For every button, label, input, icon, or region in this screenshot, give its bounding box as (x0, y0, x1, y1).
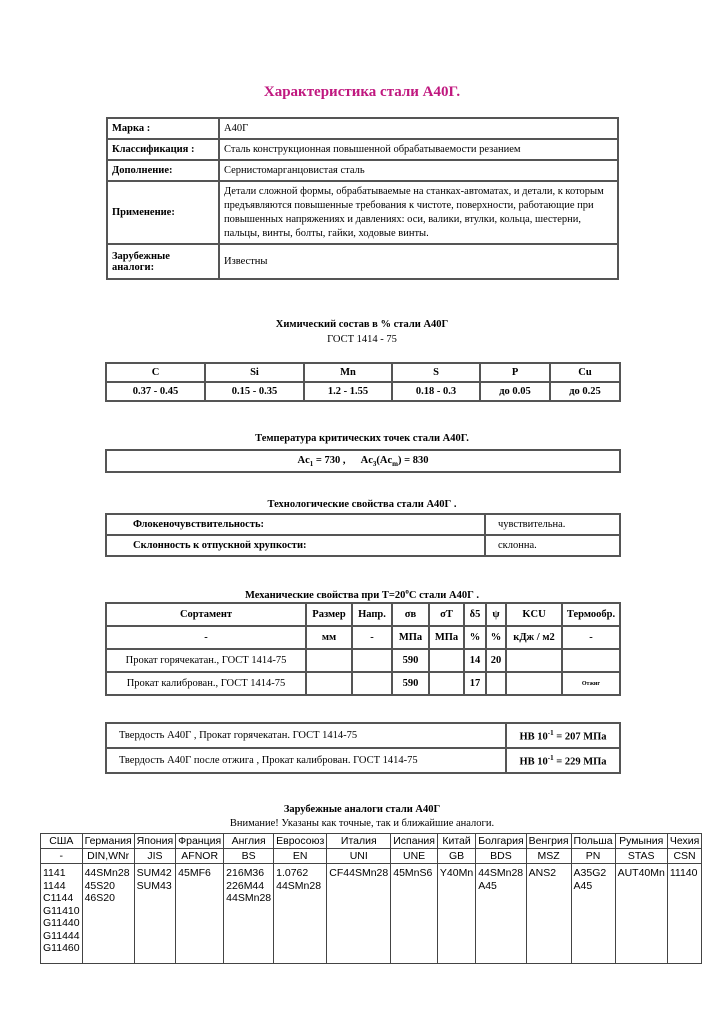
ac3-sub2: m (392, 460, 398, 469)
analog-country: Франция (176, 834, 224, 849)
mech-unit-row (106, 626, 620, 649)
info-label: Классификация : (107, 139, 219, 160)
mech-header: Термообр. (562, 603, 620, 626)
analog-grades: 216M36 226M44 44SMn28 (224, 864, 274, 964)
mech-cell (352, 672, 392, 695)
info-row (107, 118, 618, 139)
chem-value: 0.37 - 0.45 (106, 382, 205, 401)
mech-cell (506, 649, 562, 672)
ac1-label: Ac (297, 455, 310, 466)
mech-cell (352, 649, 392, 672)
ac3-label: Ac (360, 455, 373, 466)
mech-header: Сортамент (106, 603, 306, 626)
analog-standard: EN (274, 849, 327, 864)
analog-grades: 44SMn28 45S20 46S20 (82, 864, 134, 964)
chem-header: Si (205, 363, 304, 382)
analog-grades: Y40Mn (437, 864, 475, 964)
info-label: Зарубежные аналоги: (107, 244, 219, 279)
chem-header: C (106, 363, 205, 382)
analog-grades: 1141 1144 C1144 G11410 G11440 G11444 G11460 (41, 864, 83, 964)
info-row (107, 139, 618, 160)
info-value: Детали сложной формы, обрабатываемые на станках-автоматах, и детали, к которым предъявляются повышенные требования к чистоте, поверхности, работающие при повышенных напряжениях и давлениях: оси, валики, втулки, кольца, шестерни, пальцы, винты, болты, гайки, ходовые винты. (219, 181, 618, 244)
mech-cell (562, 649, 620, 672)
chem-gost: ГОСТ 1414 - 75 (327, 334, 397, 345)
mech-unit: мм (306, 626, 352, 649)
analog-country: Англия (224, 834, 274, 849)
mech-table (105, 602, 621, 696)
info-row (107, 181, 618, 244)
mech-row (106, 672, 620, 695)
analogs-title: Зарубежные аналоги стали А40Г (283, 804, 441, 815)
info-row (107, 244, 618, 279)
mech-header: σв (392, 603, 429, 626)
analog-grades: 1.0762 44SMn28 (274, 864, 327, 964)
mech-cell (306, 649, 352, 672)
analog-country-row (41, 834, 702, 849)
chem-title: Химический состав в % стали А40Г (275, 319, 449, 330)
analog-standard: JIS (134, 849, 175, 864)
analog-standard: BS (224, 849, 274, 864)
analog-standard: MSZ (526, 849, 571, 864)
analog-grades: CF44SMn28 (327, 864, 391, 964)
mech-header: ψ (486, 603, 506, 626)
mech-cell: 20 (486, 649, 506, 672)
tech-value: склонна. (485, 535, 620, 556)
mech-header: KCU (506, 603, 562, 626)
mech-row (106, 649, 620, 672)
analog-country: Япония (134, 834, 175, 849)
chem-header: Cu (550, 363, 620, 382)
ac3-value: ) = 830 (398, 455, 429, 466)
info-value: Сернистомарганцовистая сталь (219, 160, 618, 181)
ac3-sub: 3 (372, 460, 377, 469)
tech-value: чувствительна. (485, 514, 620, 535)
mech-unit: % (486, 626, 506, 649)
chem-value: до 0.25 (550, 382, 620, 401)
analog-country: Китай (437, 834, 475, 849)
ac3-mid: (Ac (376, 455, 393, 466)
analog-standard: CSN (667, 849, 701, 864)
mech-unit: % (464, 626, 486, 649)
tech-label: Склонность к отпускной хрупкости: (106, 535, 485, 556)
hardness-row (106, 748, 620, 773)
info-value: Сталь конструкционная повышенной обрабатываемости резанием (219, 139, 618, 160)
hardness-text: Твердость А40Г после отжига , Прокат калиброван. ГОСТ 1414-75 (106, 748, 506, 773)
analog-country: Евросоюз (274, 834, 327, 849)
mech-unit: кДж / м2 (506, 626, 562, 649)
chem-value: 1.2 - 1.55 (304, 382, 392, 401)
analog-standard: DIN,WNr (82, 849, 134, 864)
hardness-value: HB $10^{-1} = 229$ МПа (506, 748, 620, 773)
chem-value: 0.15 - 0.35 (205, 382, 304, 401)
analog-country: Венгрия (526, 834, 571, 849)
chem-value: до 0.05 (480, 382, 550, 401)
mech-header: δ5 (464, 603, 486, 626)
tech-row (106, 514, 620, 535)
mech-header-row (106, 603, 620, 626)
tech-table (105, 513, 621, 557)
analog-country: США (41, 834, 83, 849)
analog-grades: ANS2 (526, 864, 571, 964)
ac1-value: = 730 , (313, 455, 346, 466)
mech-unit: МПа (429, 626, 464, 649)
chem-table (105, 362, 621, 402)
analog-standard-row (41, 849, 702, 864)
analog-country: Болгария (476, 834, 526, 849)
analog-country: Польша (571, 834, 615, 849)
mech-cell (429, 672, 464, 695)
analog-country: Испания (391, 834, 438, 849)
chem-header-row (106, 363, 620, 382)
mech-cell (429, 649, 464, 672)
mech-title: Механические свойства при $Т=20^oС$ стали А40Г . (245, 587, 479, 601)
analog-grades: 45MnS6 (391, 864, 438, 964)
analog-grades: 11140 (667, 864, 701, 964)
mech-cell (506, 672, 562, 695)
analog-grades: 45MF6 (176, 864, 224, 964)
crit-box (105, 449, 621, 473)
tech-row (106, 535, 620, 556)
chem-value: 0.18 - 0.3 (392, 382, 480, 401)
mech-cell: 590 (392, 649, 429, 672)
analog-grades: 44SMn28 A45 (476, 864, 526, 964)
hardness-row (106, 723, 620, 748)
crit-title: Температура критических точек стали А40Г. (255, 433, 469, 444)
analog-standard: STAS (615, 849, 667, 864)
mech-unit: - (562, 626, 620, 649)
chem-header: P (480, 363, 550, 382)
info-value: А40Г (219, 118, 618, 139)
hardness-table (105, 722, 621, 774)
analog-standard: UNI (327, 849, 391, 864)
hardness-text: Твердость А40Г , Прокат горячекатан. ГОСТ 1414-75 (106, 723, 506, 748)
info-label: Марка : (107, 118, 219, 139)
analogs-note: Внимание! Указаны как точные, так и ближайшие аналоги. (229, 818, 495, 829)
analog-standard: BDS (476, 849, 526, 864)
tech-title: Технологические свойства стали А40Г . (267, 499, 457, 510)
mech-cell (486, 672, 506, 695)
hardness-value: HB $10^{-1} = 207$ МПа (506, 723, 620, 748)
analog-country: Италия (327, 834, 391, 849)
mech-cell: Отжиг (562, 672, 620, 695)
analog-country: Германия (82, 834, 134, 849)
info-table (106, 117, 619, 280)
mech-cell: Прокат горячекатан., ГОСТ 1414-75 (106, 649, 306, 672)
analog-grades: AUT40Mn (615, 864, 667, 964)
analog-grades: A35G2 A45 (571, 864, 615, 964)
analogs-table (40, 833, 702, 964)
analog-standard: - (41, 849, 83, 864)
mech-header: Напр. (352, 603, 392, 626)
chem-value-row (106, 382, 620, 401)
info-label: Применение: (107, 181, 219, 244)
analog-standard: AFNOR (176, 849, 224, 864)
mech-cell: Прокат калиброван., ГОСТ 1414-75 (106, 672, 306, 695)
mech-unit: МПа (392, 626, 429, 649)
mech-unit: - (352, 626, 392, 649)
info-label: Дополнение: (107, 160, 219, 181)
chem-header: S (392, 363, 480, 382)
page-title: Характеристика стали А40Г. (263, 84, 461, 100)
chem-header: Mn (304, 363, 392, 382)
analog-standard: GB (437, 849, 475, 864)
info-value: Известны (219, 244, 618, 279)
info-row (107, 160, 618, 181)
mech-header: σT (429, 603, 464, 626)
ac1-sub: 1 (309, 460, 314, 469)
mech-cell (306, 672, 352, 695)
mech-cell: 17 (464, 672, 486, 695)
analog-standard: PN (571, 849, 615, 864)
analog-value-row (41, 864, 702, 964)
mech-cell: 590 (392, 672, 429, 695)
tech-label: Флокеночувствительность: (106, 514, 485, 535)
mech-unit: - (106, 626, 306, 649)
analog-grades: SUM42 SUM43 (134, 864, 175, 964)
analog-country: Румыния (615, 834, 667, 849)
mech-header: Размер (306, 603, 352, 626)
analog-standard: UNE (391, 849, 438, 864)
analog-country: Чехия (667, 834, 701, 849)
mech-cell: 14 (464, 649, 486, 672)
